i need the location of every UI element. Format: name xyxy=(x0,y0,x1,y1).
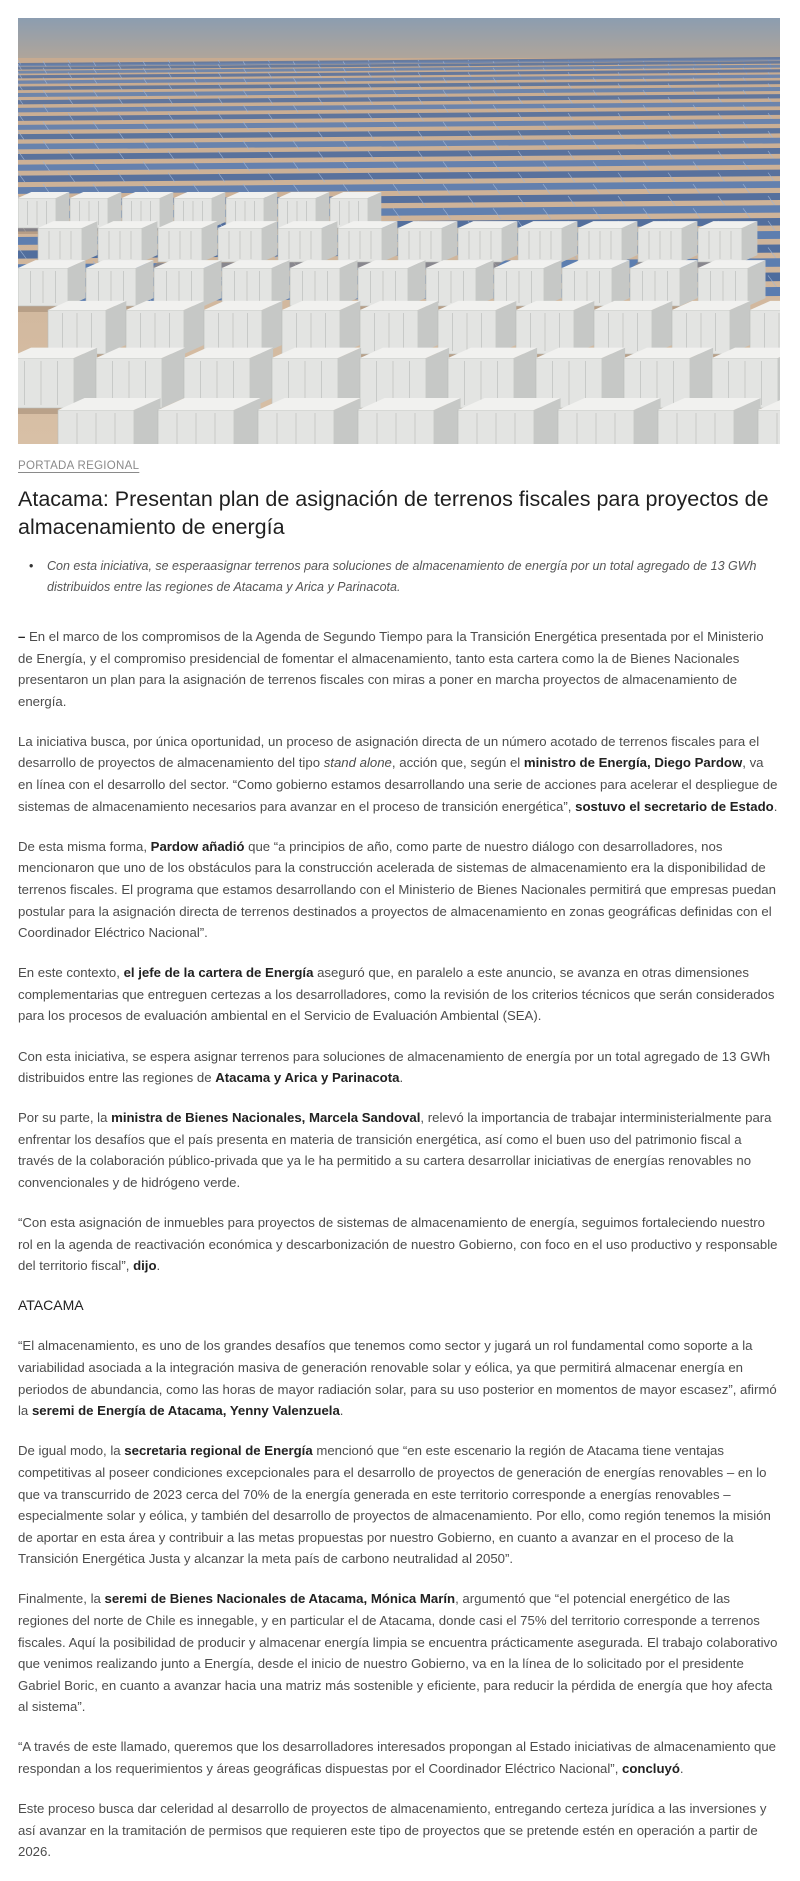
container-side xyxy=(574,301,594,354)
container-side xyxy=(612,260,630,306)
container-side xyxy=(442,221,457,262)
container-side xyxy=(340,301,360,354)
paragraph-9: De igual modo, la secretaria regional de Energía mencionó que “en este escenario la región de Atacama tiene ventajas competitivas al poseer condiciones excepcionales para el desarrollo de proyectos de generación de energías renovables – en lo que va transcurrido de 2023 cerca del 70% de la energía generada en este territorio corresponde a energías renovables – especialmente solar y eólica, y también del desarrollo de proyectos de almacenamiento. Por ello, como región tenemos la misión de aportar en esta área y contribuir a las metas propuestas por nuestro Gobierno, en cuanto a avanzar en el proceso de la Transición Energética Justa y alcanzar la meta país de carbono neutralidad al 2050”. xyxy=(18,1443,771,1567)
container-side xyxy=(544,260,562,306)
paragraph-12: Este proceso busca dar celeridad al desarrollo de proyectos de almacenamiento, entregando certeza jurídica a las inversiones y así avanzar en la tramitación de permisos que requieren este tipo de proyectos que se pretende estén en operación a partir de 2026. xyxy=(18,1801,767,1860)
container-side xyxy=(652,301,672,354)
paragraph-3: De esta misma forma, Pardow añadió que “a principios de año, como parte de nuestro diálogo con desarrolladores, nos mencionaron que uno de los obstáculos para la construcción acelerada de sistemas de almacenamiento era la disponibilidad de terrenos fiscales. El programa que estamos desarrollando con el Ministerio de Bienes Nacionales permitirá que empresas puedan postular para la asignación directa de terrenos destinados a proyectos de almacenamiento en zonas geográficas definidas con el Coordinador Eléctrico Nacional”. xyxy=(18,838,776,941)
container-side xyxy=(682,221,697,262)
container-side xyxy=(262,301,282,354)
paragraph-7: “Con esta asignación de inmuebles para proyectos de sistemas de almacenamiento de energía, seguimos fortaleciendo nuestro rol en la agenda de reactivación económica y descarbonización de nuestro Gobierno, con foco en el uso productivo y responsable del territorio fiscal”, dijo. xyxy=(18,1215,778,1274)
paragraph-11: “A través de este llamado, queremos que los desarrolladores interesados propongan al Estado iniciativas de almacenamiento que respondan a los requerimientos y áreas geográficas dispuestas por el Coordinador Eléctrico Nacional”, concluyó. xyxy=(18,1739,776,1777)
container-side xyxy=(106,301,126,354)
container-side xyxy=(184,301,204,354)
hero-image xyxy=(18,18,780,444)
container-side xyxy=(162,348,185,408)
container-front xyxy=(758,410,780,444)
container-side xyxy=(322,221,337,262)
container-side xyxy=(476,260,494,306)
paragraph-2: La iniciativa busca, por única oportunidad, un proceso de asignación directa de un número acotado de terrenos fiscales para el desarrollo de proyectos de almacenamiento del tipo stand alone, acción que, según el ministro de Energía, Diego Pardow, va en línea con el desarrollo del sector. “Como gobierno estamos desarrollando una serie de acciones para acelerar el despliegue de sistemas de almacenamiento necesarios para avanzar en el proceso de transición energética”, sostuvo el secretario de Estado. xyxy=(18,733,778,814)
container-front xyxy=(18,358,74,408)
paragraph-10: Finalmente, la seremi de Bienes Nacionales de Atacama, Mónica Marín, argumentó que “el potencial energético de las regiones del norte de Chile es innegable, y en particular el de Atacama, donde casi el 75% del territorio corresponde a terrenos fiscales. Aquí la posibilidad de producir y almacenar energía limpia se encuentra prácticamente asegurada. El trabajo colaborativo que venimos realizando junto a Energía, desde el inicio de nuestro Gobierno, va en la línea de lo solicitado por el presidente Gabriel Boric, en cuanto a avanzar hacia una matriz más sostenible y eficiente, para reducir la pérdida de energía que hoy afecta al sistema”. xyxy=(18,1591,778,1715)
hero-photo-illustration xyxy=(18,18,780,444)
category-link[interactable]: PORTADA REGIONAL xyxy=(18,460,140,472)
container-side xyxy=(136,260,154,306)
container-side xyxy=(496,301,516,354)
container-side xyxy=(82,221,97,262)
container-side xyxy=(680,260,698,306)
container-side xyxy=(730,301,750,354)
container-side xyxy=(340,260,358,306)
article-body xyxy=(18,626,780,1881)
container-side xyxy=(202,221,217,262)
paragraph-4: En este contexto, el jefe de la cartera de Energía aseguró que, en paralelo a este anuncio, se avanza en otras dimensiones complementarias que entreguen certezas a los desarrolladores, como la revisión de los criterios técnicos que serán considerados para los procesos de evaluación ambiental en el Servicio de Evaluación Ambiental (SEA). xyxy=(18,965,775,1024)
container-side xyxy=(272,260,290,306)
container-side xyxy=(204,260,222,306)
container-side xyxy=(68,260,86,306)
paragraph-5: Con esta iniciativa, se espera asignar terrenos para soluciones de almacenamiento de energía por un total agregado de 13 GWh distribuidos entre las regiones de Atacama y Arica y Parinacota. xyxy=(18,1048,771,1086)
battery-container-field xyxy=(18,192,780,444)
container-side xyxy=(502,221,517,262)
article-summary xyxy=(47,556,780,598)
container-side xyxy=(742,221,757,262)
container-side xyxy=(262,221,277,262)
container-side xyxy=(408,260,426,306)
container-side xyxy=(748,260,766,306)
container-side xyxy=(562,221,577,262)
container-side xyxy=(418,301,438,354)
container-side xyxy=(382,221,397,262)
container-side xyxy=(622,221,637,262)
paragraph-6: Por su parte, la ministra de Bienes Nacionales, Marcela Sandoval, relevó la importancia de trabajar interministerialmente para enfrentar los desafíos que el país presenta en materia de transición energética, así como el buen uso del patrimonio fiscal a través de la colaboración público-privada que ya le ha permitido a su cartera desarrollar iniciativas de energías renovables no convencionales y de hidrógeno verde. xyxy=(18,1110,772,1190)
container-front xyxy=(750,310,780,354)
paragraph-8: “El almacenamiento, es uno de los grandes desafíos que tenemos como sector y jugará un rol fundamental como soporte a la variabilidad asociada a la integración masiva de generación renovable solar y eólica, ya que permitirá almacenar energía en periodos de abundancia, como las horas de mayor radiación solar, para su uso posterior en momentos de mayor escasez”, afirmó la seremi de Energía de Atacama, Yenny Valenzuela. xyxy=(18,1338,777,1419)
summary-item: • Con esta iniciativa, se esperaasignar terrenos para soluciones de almacenamiento de energía por un total agregado de 13 GWh distribuidos entre las regiones de Atacama y Arica y Parinacota. xyxy=(47,556,780,598)
container-side xyxy=(142,221,157,262)
section-heading-atacama: ATACAMA xyxy=(18,1297,84,1314)
article-title: Atacama: Presentan plan de asignación de terrenos fiscales para proyectos de almacenamiento de energía xyxy=(18,487,769,539)
paragraph-1: – En el marco de los compromisos de la Agenda de Segundo Tiempo para la Transición Energética presentada por el Ministerio de Energía, y el compromiso presidencial de fomentar el almacenamiento, tanto esta cartera como la de Bienes Nacionales presentaron un plan para la asignación de terrenos fiscales con miras a poner en marcha proyectos de almacenamiento de energía. xyxy=(18,629,764,709)
